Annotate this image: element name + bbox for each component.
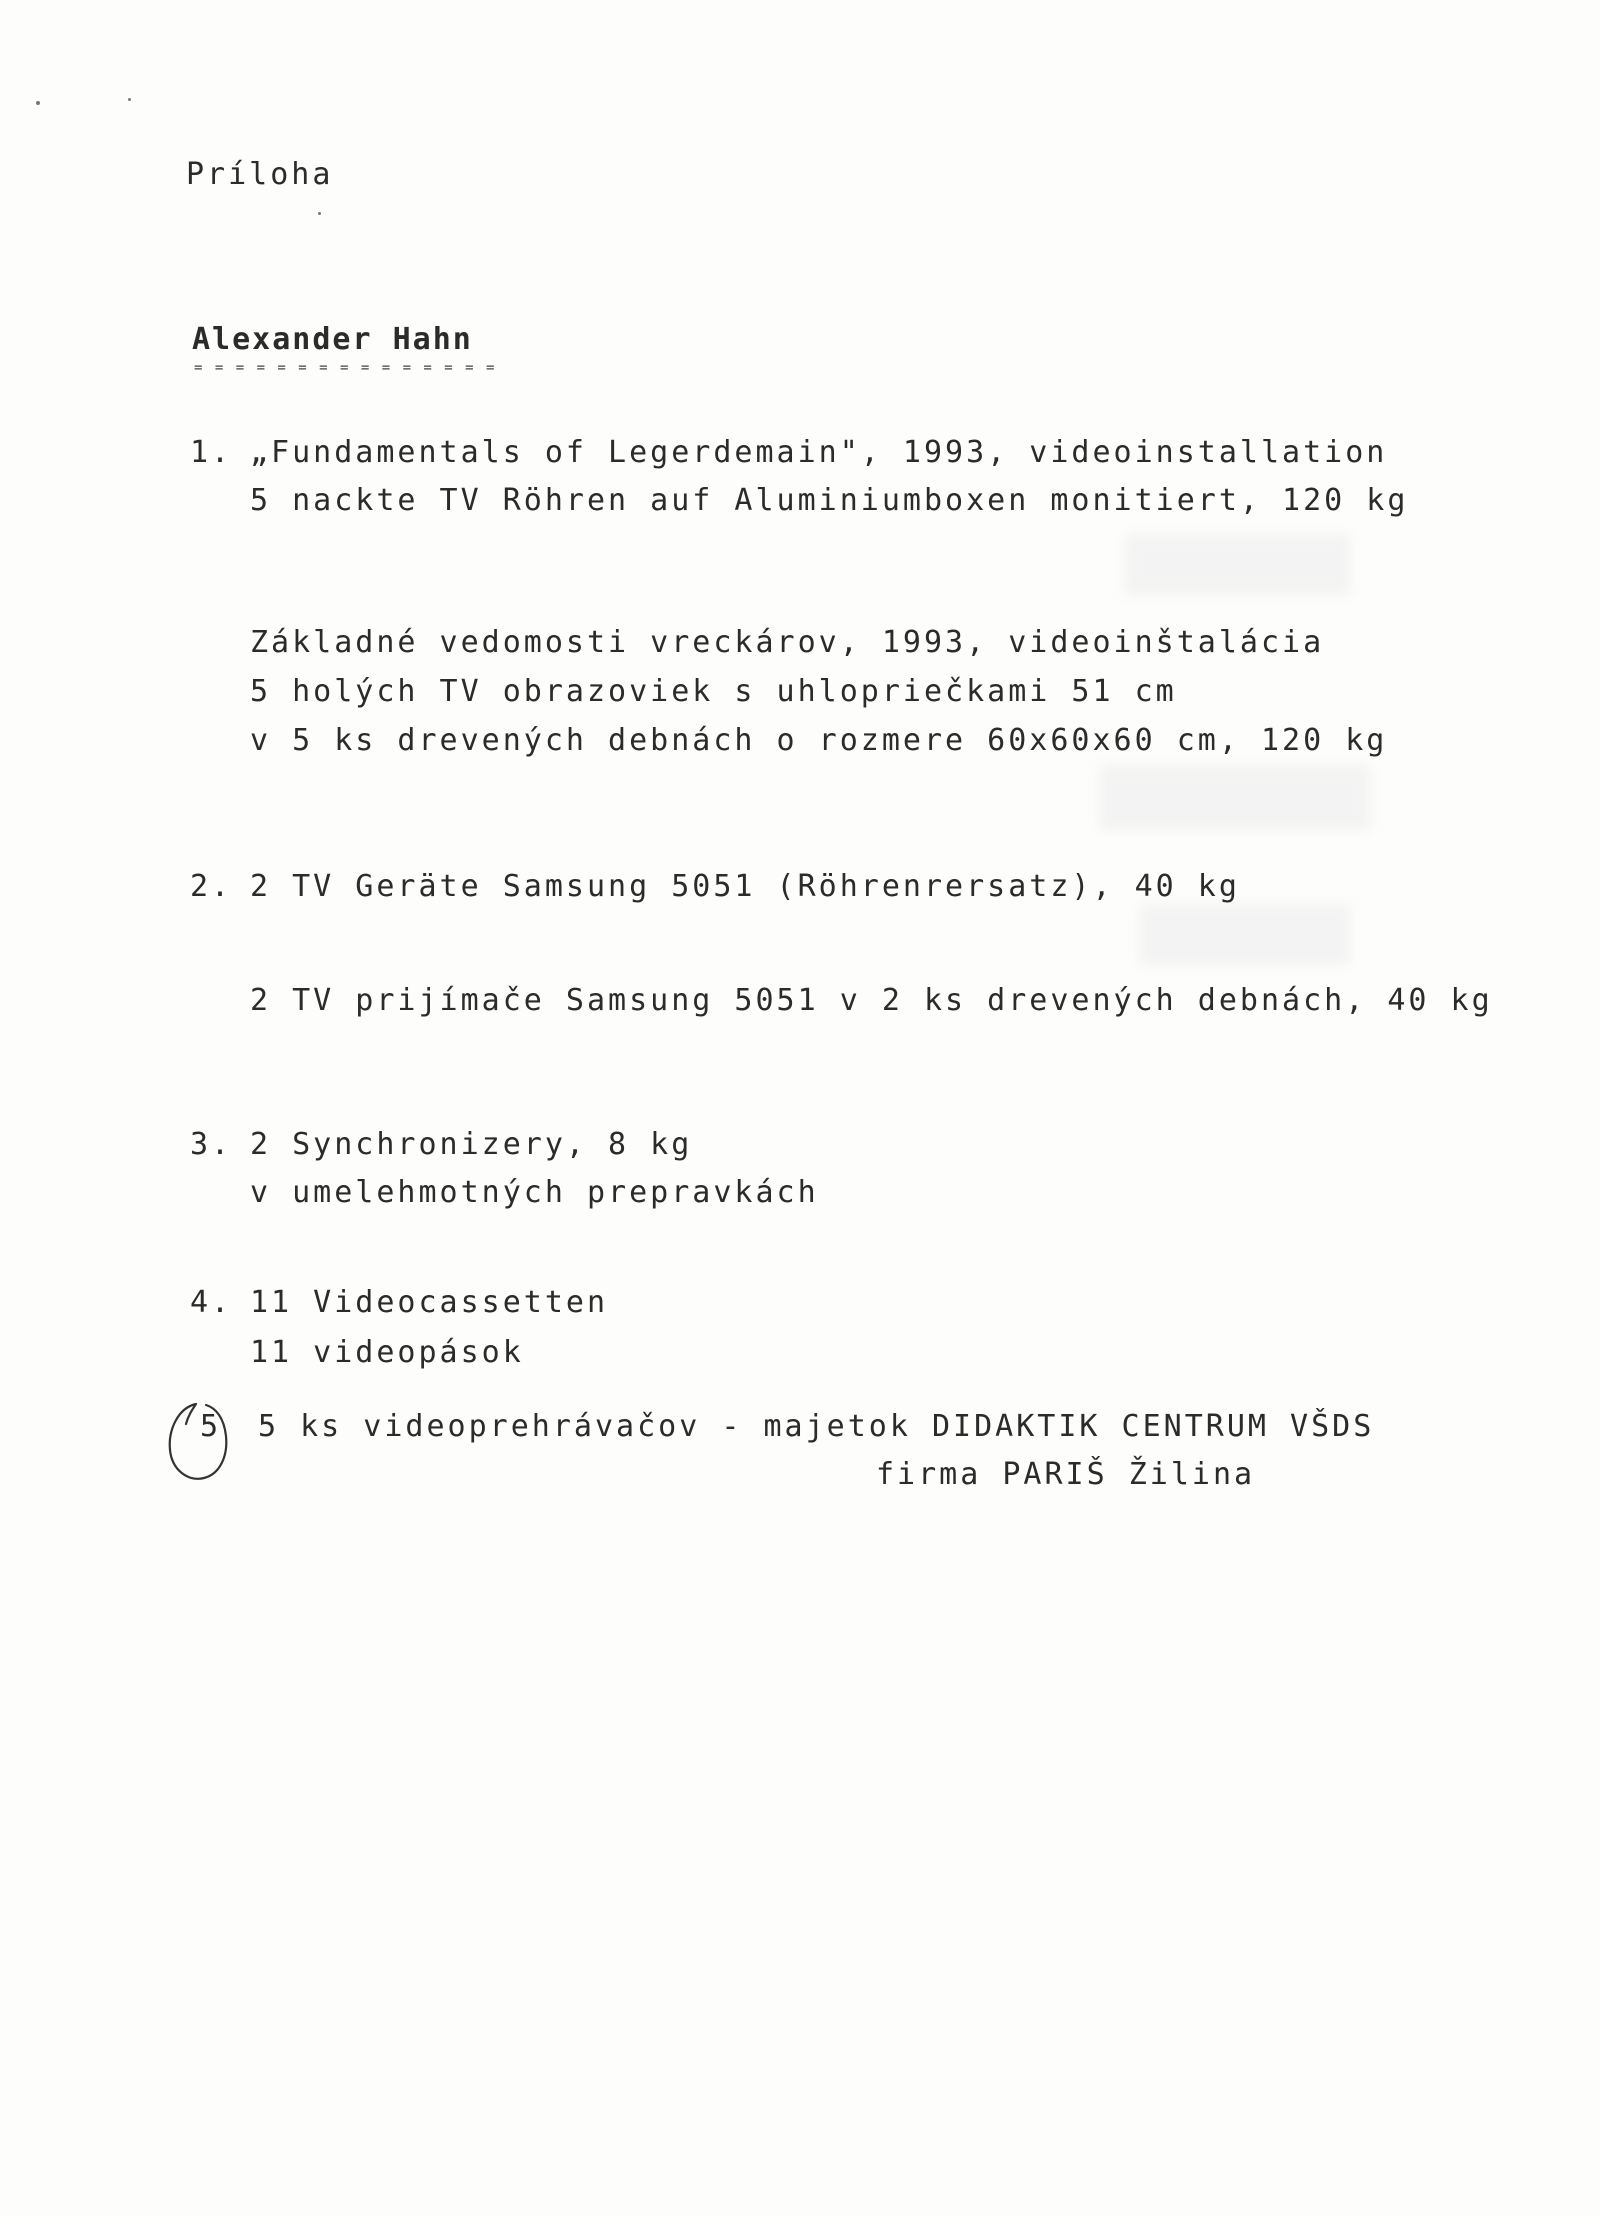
item-line: „Fundamentals of Legerdemain", 1993, videoinstallation [250,435,1388,470]
smudge [1140,905,1350,965]
item-line: firma PARIŠ Žilina [876,1457,1256,1492]
page-title: Príloha [186,157,334,192]
stray-mark [318,212,321,215]
smudge [1100,765,1370,830]
item-line: 11 Videocassetten [250,1285,609,1320]
item-line: v umelehmotných prepravkách [250,1175,819,1210]
stray-mark [128,98,131,101]
stray-mark [36,101,40,105]
item-translation-line: Základné vedomosti vreckárov, 1993, videoinštalácia [250,625,1325,660]
item-number: 3. [190,1127,233,1162]
item-translation-line: 5 holých TV obrazoviek s uhlopriečkami 51 cm [250,674,1177,709]
item-line: 11 videopások [250,1335,524,1370]
item-number: 1. [190,435,233,470]
item-line: 5 nackte TV Röhren auf Aluminiumboxen monitiert, 120 kg [250,483,1409,518]
item-line: 2 Synchronizery, 8 kg [250,1127,693,1162]
item-line: 5 ks videoprehrávačov - majetok DIDAKTIK CENTRUM VŠDS [258,1409,1375,1444]
artist-name-underline: = = = = = = = = = = = = = = = [194,360,497,376]
artist-name: Alexander Hahn [192,322,473,357]
item-number: 5 [200,1409,222,1444]
item-line: 2 TV Geräte Samsung 5051 (Röhrenrersatz), 40 kg [250,869,1240,904]
handwritten-circle-icon [166,1400,232,1484]
item-translation-line: v 5 ks drevených debnách o rozmere 60x60x60 cm, 120 kg [250,723,1388,758]
smudge [1125,535,1350,595]
item-number: 4. [190,1285,233,1320]
item-number: 2. [190,869,233,904]
item-translation-line: 2 TV prijímače Samsung 5051 v 2 ks drevených debnách, 40 kg [250,983,1493,1018]
